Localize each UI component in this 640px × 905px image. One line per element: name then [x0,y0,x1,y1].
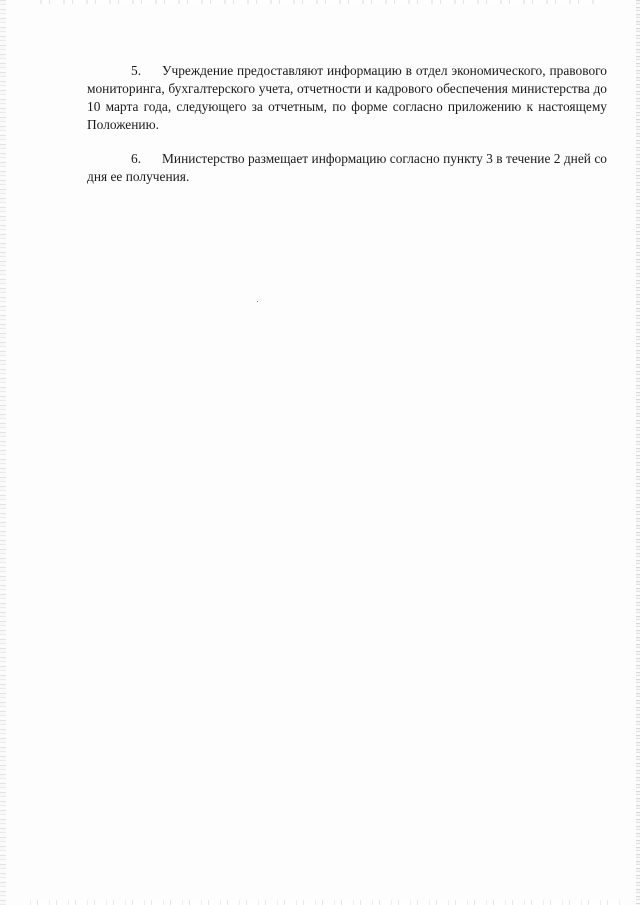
paragraph-number: 5. [131,63,142,78]
scan-edge-bottom [30,900,620,905]
paragraph-text: Министерство размещает информацию согласно пункту 3 в течение 2 дней со дня ее получения. [87,151,607,184]
paragraph-text: Учреждение предоставляют информацию в отдел экономического, правового мониторинга, бухгалтерского учета, отчетности и кадрового обеспечения министерства до 10 марта года, следующего за отчетным, по форме согласно приложению к настоящему Положению. [87,63,607,132]
paragraph-5 [87,62,607,134]
document-body [87,62,607,202]
scan-edge-right [636,0,640,905]
paragraph-number: 6. [131,151,142,166]
scan-edge-left [0,0,6,905]
scan-edge-top [40,0,600,4]
paragraph-6 [87,150,607,186]
scan-speck [257,301,258,302]
